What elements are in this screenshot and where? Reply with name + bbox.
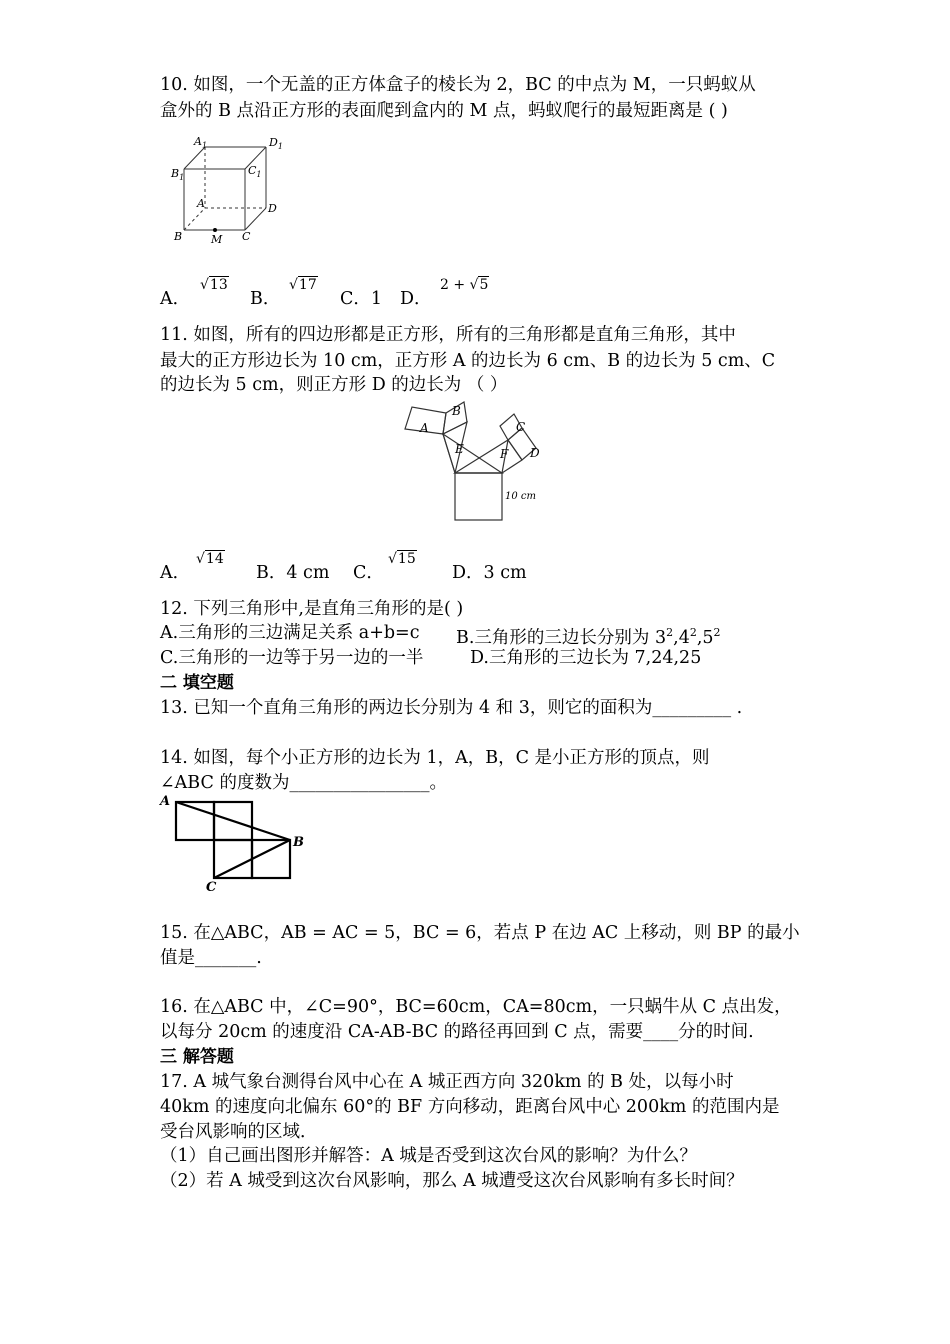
q17-subquestion-1: （1）自己画出图形并解答：A 城是否受到这次台风的影响？为什么？ bbox=[160, 1146, 697, 1166]
q10-text-line1: 10. 如图，一个无盖的正方体盒子的棱长为 2，BC 的中点为 M，一只蚂蚁从 bbox=[160, 75, 756, 95]
q12-option-a: A.三角形的三边满足关系 a+b=c bbox=[160, 623, 420, 643]
q10-option-d-expr: 2 + √5 bbox=[440, 277, 489, 293]
q10-option-b-sqrt: √17 bbox=[289, 277, 317, 293]
q11-option-a-label: A． bbox=[160, 563, 191, 583]
q17-text-line1: 17. A 城气象台测得台风中心在 A 城正西方向 320km 的 B 处，以每小时 bbox=[160, 1072, 734, 1092]
q11-label-a: A bbox=[420, 421, 429, 435]
q11-option-c-label: C． bbox=[353, 563, 384, 583]
q11-option-b: B．4 cm bbox=[256, 563, 330, 583]
q11-label-b: B bbox=[452, 404, 461, 418]
q10-option-c: C．1 bbox=[340, 289, 383, 309]
q10-label-m: M bbox=[211, 233, 223, 246]
q16-text-line1: 16. 在△ABC 中，∠C=90°，BC=60cm，CA=80cm，一只蜗牛从 C 点出发， bbox=[160, 997, 792, 1017]
q10-option-a-label: A． bbox=[160, 289, 191, 309]
q14-label-c: C bbox=[206, 880, 217, 895]
q11-text-line3: 的边长为 5 cm，则正方形 D 的边长为 （ ） bbox=[160, 375, 508, 395]
q10-option-d-label: D． bbox=[400, 289, 432, 309]
q12-option-d: D.三角形的三边长为 7,24,25 bbox=[470, 648, 702, 668]
q10-label-b: B bbox=[174, 230, 183, 243]
q13-text: 13. 已知一个直角三角形的两边长分别为 4 和 3，则它的面积为_________ . bbox=[160, 698, 743, 718]
q17-subquestion-2: （2）若 A 城受到这次台风影响，那么 A 城遭受这次台风影响有多长时间？ bbox=[160, 1171, 744, 1191]
q14-label-a: A bbox=[160, 794, 171, 809]
q11-label-e: E bbox=[455, 442, 464, 456]
q11-label-f: F bbox=[500, 447, 509, 461]
q10-label-c1: $C_1$ bbox=[248, 164, 262, 179]
q16-text-line2: 以每分 20cm 的速度沿 CA-AB-BC 的路径再回到 C 点，需要____分的时间. bbox=[160, 1022, 754, 1042]
q11-label-c: C bbox=[516, 420, 526, 434]
section-answer-heading: 三 解答题 bbox=[160, 1047, 234, 1067]
q10-cube-figure bbox=[170, 136, 290, 248]
q11-square-bottom bbox=[455, 473, 502, 520]
q11-option-d: D．3 cm bbox=[452, 563, 527, 583]
q10-point-m bbox=[213, 228, 217, 232]
q17-text-line2: 40km 的速度向北偏东 60°的 BF 方向移动，距离台风中心 200km 的范围内是 bbox=[160, 1097, 780, 1117]
q10-option-b-label: B． bbox=[250, 289, 281, 309]
q14-text-line1: 14. 如图，每个小正方形的边长为 1，A，B，C 是小正方形的顶点，则 bbox=[160, 748, 710, 768]
q15-text-line2: 值是_______. bbox=[160, 948, 262, 968]
q10-label-d: D bbox=[268, 202, 277, 215]
q10-label-b1: $B_1$ bbox=[171, 167, 185, 182]
q17-text-line3: 受台风影响的区域． bbox=[160, 1122, 318, 1142]
q11-triangle-e bbox=[443, 434, 502, 473]
q14-label-b: B bbox=[293, 835, 304, 850]
q10-label-d1: $D_1$ bbox=[269, 136, 283, 151]
q11-text-line1: 11. 如图，所有的四边形都是正方形，所有的三角形都是直角三角形，其中 bbox=[160, 325, 736, 345]
q14-grid-figure bbox=[158, 794, 308, 894]
q11-squares-figure bbox=[400, 398, 550, 523]
q10-label-a: A bbox=[197, 197, 205, 210]
q15-text-line1: 15. 在△ABC，AB = AC = 5，BC = 6，若点 P 在边 AC 上移动，则 BP 的最小 bbox=[160, 923, 800, 943]
q12-option-b: B.三角形的三边长分别为 $3^2,4^2,5^2$ bbox=[456, 626, 721, 648]
q11-option-c-sqrt: √15 bbox=[388, 551, 416, 567]
q11-label-d: D bbox=[530, 446, 540, 460]
q14-text-line2: ∠ABC 的度数为________________。 bbox=[160, 773, 447, 793]
section-fill-in-heading: 二 填空题 bbox=[160, 673, 234, 693]
q10-label-a1: $A_1$ bbox=[194, 135, 208, 150]
q11-label-size: 10 cm bbox=[505, 491, 536, 502]
q10-text-line2: 盒外的 B 点沿正方形的表面爬到盒内的 M 点，蚂蚁爬行的最短距离是 ( ) bbox=[160, 101, 728, 121]
q12-option-c: C.三角形的一边等于另一边的一半 bbox=[160, 648, 424, 668]
q11-option-a-sqrt: √14 bbox=[196, 551, 224, 567]
q11-text-line2: 最大的正方形边长为 10 cm，正方形 A 的边长为 6 cm、B 的边长为 5 cm、C bbox=[160, 351, 776, 371]
q10-label-c: C bbox=[242, 230, 251, 243]
q12-text-line1: 12. 下列三角形中,是直角三角形的是( ) bbox=[160, 599, 464, 619]
q10-option-a-sqrt: √13 bbox=[200, 277, 228, 293]
